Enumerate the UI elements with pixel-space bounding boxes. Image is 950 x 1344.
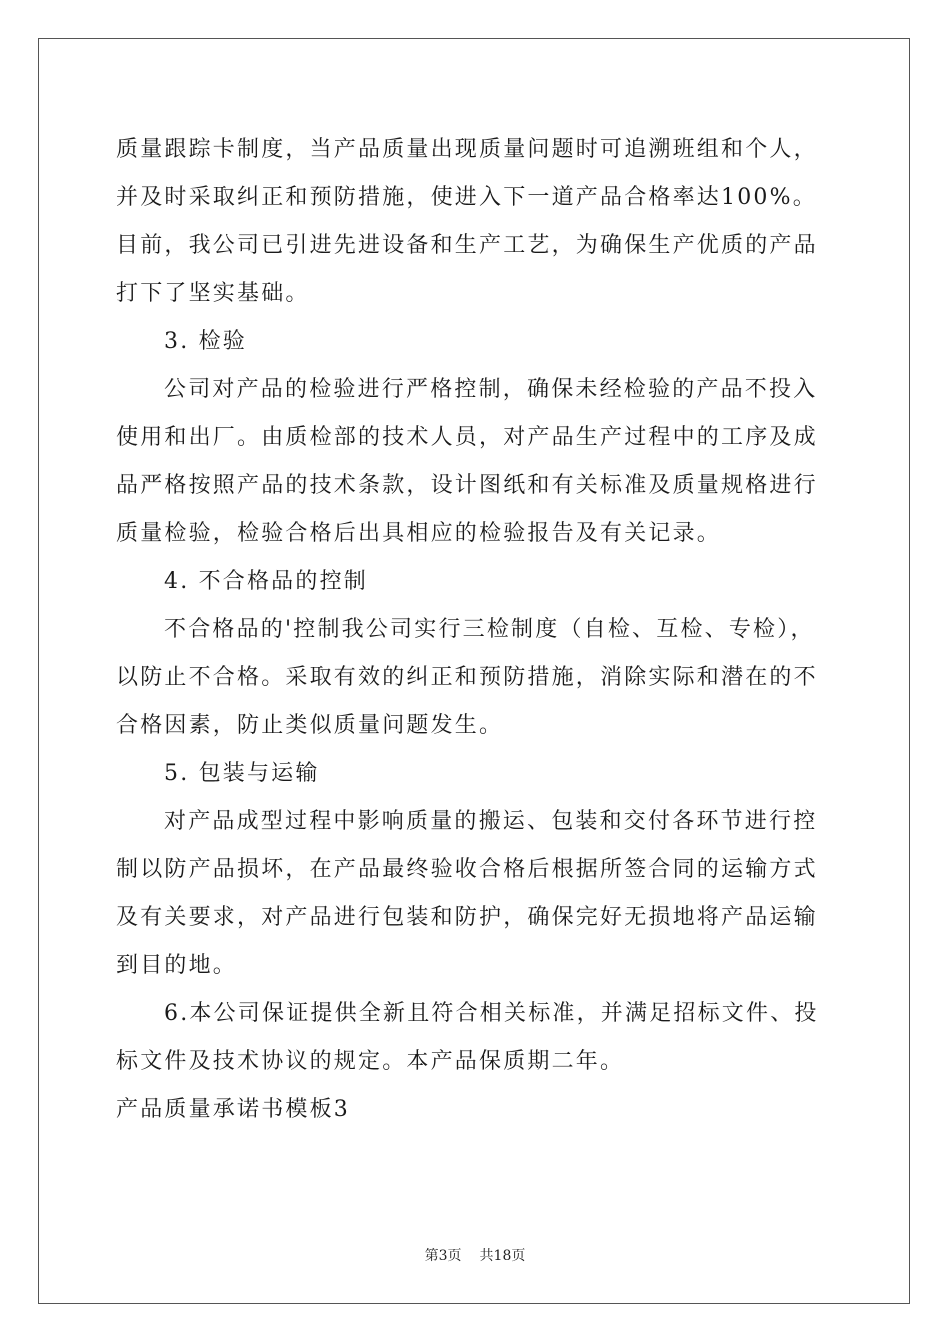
page-footer (0, 1245, 950, 1265)
section-5-heading: 5. 包装与运输 (164, 761, 320, 786)
paragraph-nonconforming: 不合格品的'控制我公司实行三检制度（自检、互检、专检），以防止不合格。采取有效的纠正和预防措施，消除实际和潜在的不合格因素，防止类似质量问题发生。 (116, 617, 818, 738)
document-body (116, 126, 836, 1134)
template-3-heading: 产品质量承诺书模板3 (116, 1097, 350, 1122)
page-number: 第3页 (424, 1248, 462, 1264)
paragraph-packaging: 对产品成型过程中影响质量的搬运、包装和交付各环节进行控制以防产品损坏，在产品最终验收合格后根据所签合同的运输方式及有关要求，对产品进行包装和防护，确保完好无损地将产品运输到目的地。 (116, 809, 818, 978)
paragraph-guarantee: 6.本公司保证提供全新且符合相关标准，并满足招标文件、投标文件及技术协议的规定。本产品保质期二年。 (116, 1001, 819, 1074)
section-4-heading: 4. 不合格品的控制 (164, 569, 368, 594)
page-total: 共18页 (479, 1248, 526, 1264)
paragraph-1: 质量跟踪卡制度，当产品质量出现质量问题时可追溯班组和个人，并及时采取纠正和预防措施，使进入下一道产品合格率达100%。目前，我公司已引进先进设备和生产工艺，为确保生产优质的产品打下了坚实基础。 (116, 137, 818, 306)
section-3-heading: 3. 检验 (164, 329, 247, 354)
paragraph-inspection: 公司对产品的检验进行严格控制，确保未经检验的产品不投入使用和出厂。由质检部的技术人员，对产品生产过程中的工序及成品严格按照产品的技术条款，设计图纸和有关标准及质量规格进行质量检验，检验合格后出具相应的检验报告及有关记录。 (116, 377, 818, 546)
